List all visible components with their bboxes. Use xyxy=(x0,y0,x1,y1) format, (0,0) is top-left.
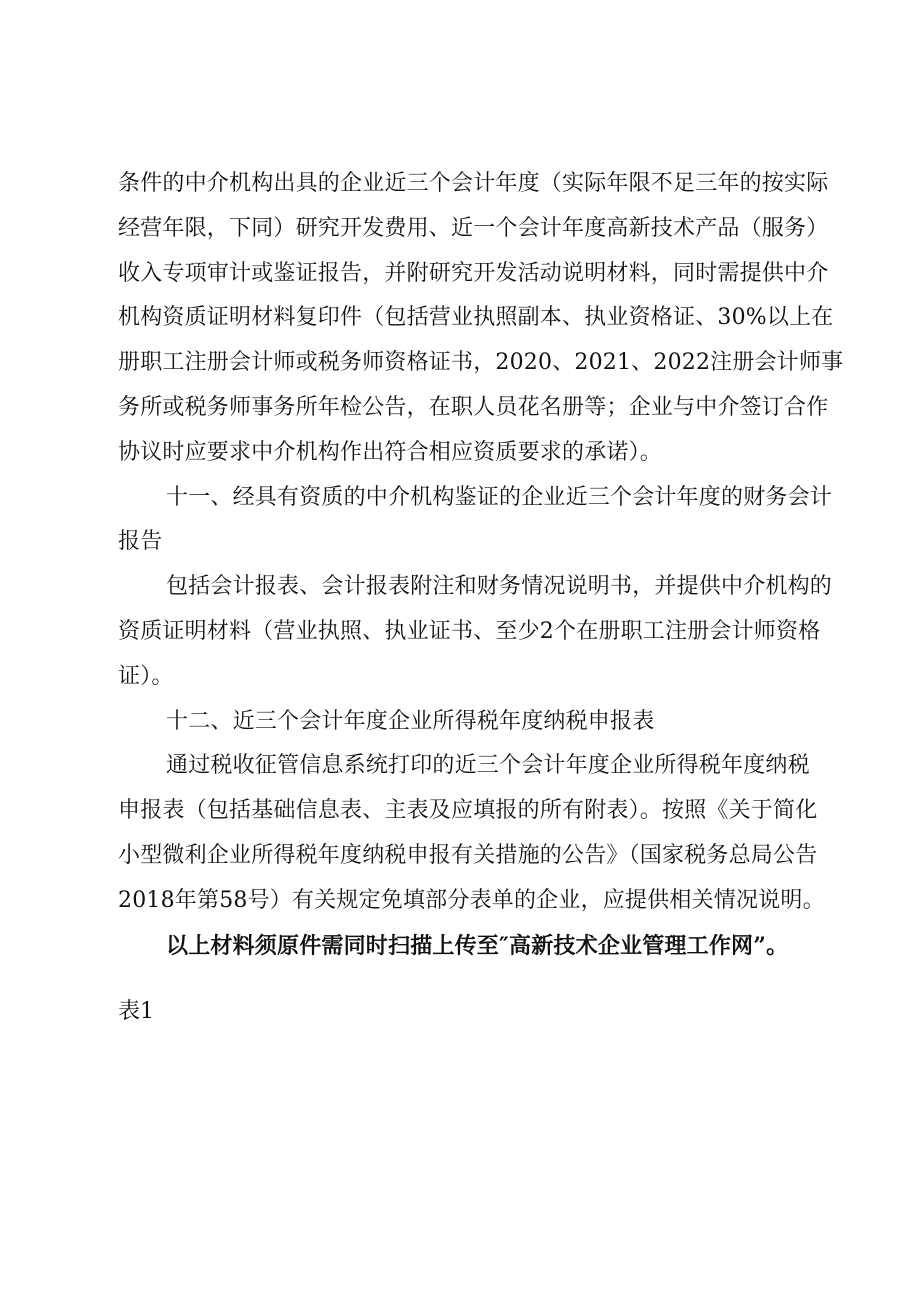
text-line: 条件的中介机构出具的企业近三个会计年度（实际年限不足三年的按实际 xyxy=(118,171,829,196)
text-line: 经营年限，下同）研究开发费用、近一个会计年度高新技术产品（服务） xyxy=(118,215,829,241)
text-line: 申报表（包括基础信息表、主表及应填报的所有附表）。按照《关于简化 xyxy=(118,798,818,824)
text-line: 资质证明材料（营业执照、执业证书、至少2个在册职工注册会计师资格 xyxy=(118,618,821,644)
paragraph-financial-report xyxy=(118,565,858,699)
section-heading-eleven xyxy=(118,476,858,566)
section-heading-twelve xyxy=(118,700,858,745)
text-line: 以上材料须原件需同时扫描上传至″高新技术企业管理工作网”。 xyxy=(166,932,789,959)
text-line: 证）。 xyxy=(118,663,174,689)
text-line: 小型微利企业所得税年度纳税申报有关措施的公告》（国家税务总局公告 xyxy=(118,842,818,868)
text-line: 2018年第58号）有关规定免填部分表单的企业，应提供相关情况说明。 xyxy=(118,887,825,913)
paragraph-tax-return xyxy=(118,744,858,923)
text-line: 机构资质证明材料复印件（包括营业执照副本、执业资格证、30%以上在 xyxy=(118,305,834,331)
paragraph-upload-note xyxy=(118,924,858,969)
table-label: 表1 xyxy=(118,999,154,1024)
text-line: 包括会计报表、会计报表附注和财务情况说明书，并提供中介机构的 xyxy=(166,574,833,600)
text-line: 册职工注册会计师或税务师资格证书，2020、2021、2022注册会计师事 xyxy=(118,350,844,376)
paragraph-intermediary-audit xyxy=(118,162,858,476)
text-line: 务所或税务师事务所年检公告，在职人员花名册等；企业与中介签订合作 xyxy=(118,394,829,420)
text-line: 报告 xyxy=(118,529,163,555)
text-line: 协议时应要求中介机构作出符合相应资质要求的承诺）。 xyxy=(118,439,663,465)
text-line: 收入专项审计或鉴证报告，并附研究开发活动说明材料，同时需提供中介 xyxy=(118,260,829,286)
text-line: 通过税收征管信息系统打印的近三个会计年度企业所得税年度纳税 xyxy=(166,753,810,779)
text-line: 十二、近三个会计年度企业所得税年度纳税申报表 xyxy=(166,708,655,734)
text-line: 十一、经具有资质的中介机构鉴证的企业近三个会计年度的财务会计 xyxy=(166,484,833,510)
document-body xyxy=(118,162,858,968)
